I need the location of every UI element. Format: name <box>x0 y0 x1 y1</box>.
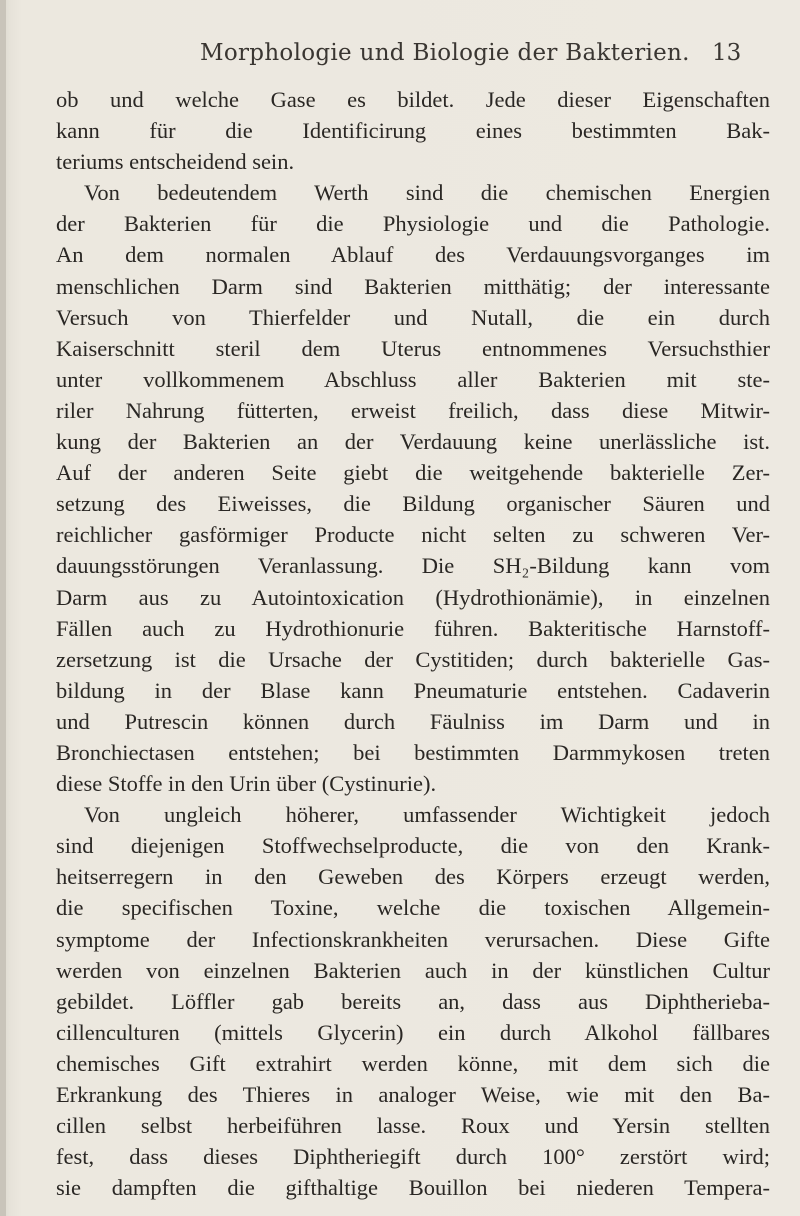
text-line: riler Nahrung fütterten, erweist freilich, dass diese Mitwir- <box>56 397 770 423</box>
text-line: cillen selbst herbeiführen lasse. Roux und Yersin stellten <box>56 1113 770 1139</box>
text-line: Erkrankung des Thieres in analoger Weise, wie mit den Ba- <box>56 1082 770 1107</box>
text-line: sie dampften die gifthaltige Bouillon bei niederen Tempera- <box>56 1175 770 1201</box>
text-line: Versuch von Thierfelder und Nutall, die ein durch <box>56 304 770 330</box>
text-line: setzung des Eiweisses, die Bildung organischer Säuren und <box>56 491 770 517</box>
text-line: Fällen auch zu Hydrothionurie führen. Bakteritische Harnstoff- <box>56 615 770 641</box>
body-text <box>56 84 770 1203</box>
text-line: gebildet. Löffler gab bereits an, dass aus Diphtherieba- <box>56 988 770 1014</box>
text-line: symptome der Infectionskrankheiten verursachen. Diese Gifte <box>56 926 770 952</box>
running-head: Morphologie und Biologie der Bakterien. <box>200 40 690 66</box>
text-line: Bronchiectasen entstehen; bei bestimmten Darmmykosen treten <box>56 739 770 765</box>
text-line: cillenculturen (mittels Glycerin) ein durch Alkohol fällbares <box>56 1019 770 1045</box>
page-number: 13 <box>712 40 742 66</box>
text-line: An dem normalen Ablauf des Verdauungsvorganges im <box>56 242 770 268</box>
text-line: und Putrescin können durch Fäulniss im Darm und in <box>56 708 770 734</box>
text-line: menschlichen Darm sind Bakterien mitthätig; der interessante <box>56 273 770 299</box>
text-line: reichlicher gasförmiger Producte nicht selten zu schweren Ver- <box>56 522 770 548</box>
text-line: fest, dass dieses Diphtheriegift durch 100° zerstört wird; <box>56 1144 770 1170</box>
page-header <box>0 40 800 80</box>
text-line: diese Stoffe in den Urin über (Cystinurie). <box>56 771 437 797</box>
text-line: ob und welche Gase es bildet. Jede dieser Eigenschaften <box>56 87 770 112</box>
text-line: sind diejenigen Stoffwechselproducte, die von den Krank- <box>56 833 770 859</box>
text-line: werden von einzelnen Bakterien auch in der künstlichen Cultur <box>56 957 770 983</box>
text-line: die specifischen Toxine, welche die toxischen Allgemein- <box>56 895 770 921</box>
text-line: bildung in der Blase kann Pneumaturie entstehen. Cadaverin <box>56 677 770 703</box>
page-gutter <box>0 0 6 1216</box>
text-line: Darm aus zu Autointoxication (Hydrothionämie), in einzelnen <box>56 584 770 610</box>
text-line: Von bedeutendem Werth sind die chemischen Energien <box>84 180 770 206</box>
text-line: zersetzung ist die Ursache der Cystitiden; durch bakterielle Gas- <box>56 646 770 672</box>
text-line: Kaiserschnitt steril dem Uterus entnommenes Versuchsthier <box>56 335 770 361</box>
text-line: teriums entscheidend sein. <box>56 149 295 175</box>
text-line: unter vollkommenem Abschluss aller Bakterien mit ste- <box>56 366 770 392</box>
text-line: dauungsstörungen Veranlassung. Die SH₂-Bildung kann vom <box>56 553 770 579</box>
text-line: chemisches Gift extrahirt werden könne, mit dem sich die <box>56 1050 770 1076</box>
text-line: kung der Bakterien an der Verdauung keine unerlässliche ist. <box>56 429 770 455</box>
text-line: heitserregern in den Geweben des Körpers erzeugt werden, <box>56 864 770 890</box>
text-line: Auf der anderen Seite giebt die weitgehende bakterielle Zer- <box>56 460 770 486</box>
text-line: der Bakterien für die Physiologie und die Pathologie. <box>56 211 770 237</box>
text-line: Von ungleich höherer, umfassender Wichtigkeit jedoch <box>84 802 770 828</box>
text-line: kann für die Identificirung eines bestimmten Bak- <box>56 118 770 144</box>
